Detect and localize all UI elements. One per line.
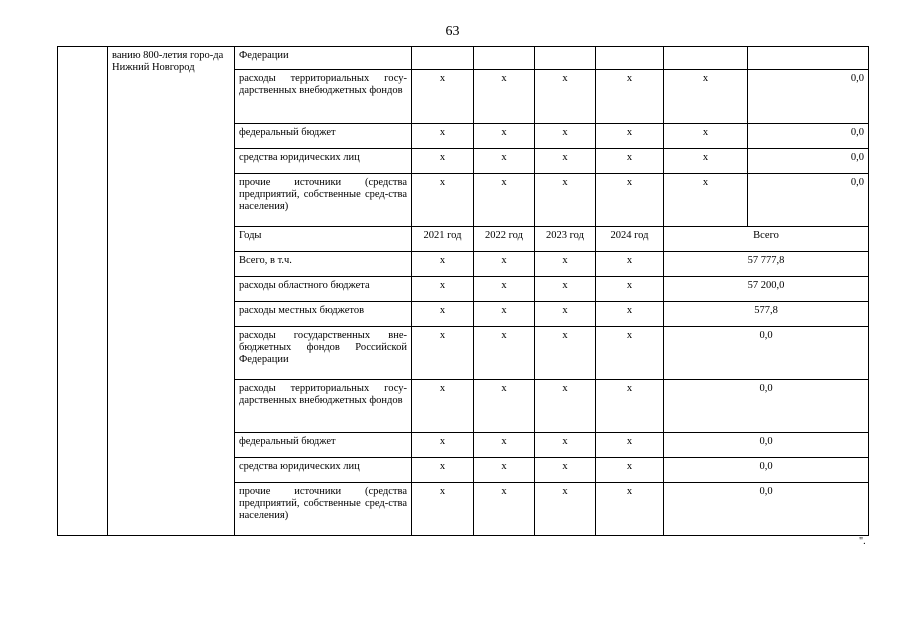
year-header-cell: 2023 год [535, 227, 596, 252]
value-cell: х [412, 458, 474, 483]
value-cell: х [596, 174, 664, 227]
source-label-cell: расходы государственных вне-бюджетных фондов Российской Федерации [235, 327, 412, 380]
source-label-cell: федеральный бюджет [235, 124, 412, 149]
value-cell: х [664, 124, 748, 149]
source-label-cell: расходы местных бюджетов [235, 302, 412, 327]
total-cell: 0,0 [664, 327, 869, 380]
value-cell: х [535, 483, 596, 536]
value-cell: х [412, 302, 474, 327]
page-number: 63 [445, 24, 460, 39]
total-cell [748, 47, 869, 70]
value-cell: х [596, 458, 664, 483]
value-cell: х [412, 174, 474, 227]
total-cell: 0,0 [664, 483, 869, 536]
value-cell [535, 47, 596, 70]
value-cell: х [535, 124, 596, 149]
value-cell: х [412, 277, 474, 302]
value-cell: х [535, 70, 596, 124]
value-cell: х [535, 327, 596, 380]
total-cell: 577,8 [664, 302, 869, 327]
value-cell: х [474, 327, 535, 380]
value-cell: х [535, 458, 596, 483]
value-cell: х [474, 70, 535, 124]
source-label-cell: федеральный бюджет [235, 433, 412, 458]
value-cell: х [596, 252, 664, 277]
source-label-cell: прочие источники (средства предприятий, собственные сред-ства населения) [235, 483, 412, 536]
value-cell: х [596, 327, 664, 380]
total-cell: 57 200,0 [664, 277, 869, 302]
value-cell: х [412, 252, 474, 277]
value-cell: х [664, 149, 748, 174]
total-cell: 0,0 [748, 70, 869, 124]
value-cell [664, 47, 748, 70]
value-cell: х [596, 277, 664, 302]
value-cell: х [596, 124, 664, 149]
value-cell: х [412, 124, 474, 149]
table-body [58, 47, 869, 536]
value-cell: х [412, 149, 474, 174]
total-cell: 0,0 [748, 174, 869, 227]
value-cell: х [535, 380, 596, 433]
table-row [58, 47, 869, 70]
source-label-cell: средства юридических лиц [235, 149, 412, 174]
value-cell: х [596, 70, 664, 124]
source-label-cell: Федерации [235, 47, 412, 70]
value-cell: х [474, 433, 535, 458]
total-cell: 0,0 [664, 458, 869, 483]
total-header-cell: Всего [664, 227, 869, 252]
value-cell [412, 47, 474, 70]
row-number-cell [58, 47, 108, 536]
value-cell: х [596, 149, 664, 174]
value-cell: х [474, 124, 535, 149]
year-header-cell: 2021 год [412, 227, 474, 252]
year-header-cell: 2022 год [474, 227, 535, 252]
value-cell: х [664, 174, 748, 227]
value-cell: х [596, 380, 664, 433]
total-cell: 57 777,8 [664, 252, 869, 277]
value-cell: х [474, 302, 535, 327]
value-cell: х [474, 252, 535, 277]
source-label-cell: расходы областного бюджета [235, 277, 412, 302]
year-header-cell: 2024 год [596, 227, 664, 252]
value-cell: х [535, 149, 596, 174]
value-cell: х [474, 277, 535, 302]
value-cell: х [412, 433, 474, 458]
value-cell: х [474, 458, 535, 483]
value-cell: х [474, 149, 535, 174]
value-cell: х [535, 433, 596, 458]
value-cell: х [474, 174, 535, 227]
value-cell: х [474, 380, 535, 433]
value-cell: х [535, 174, 596, 227]
value-cell [596, 47, 664, 70]
value-cell: х [535, 302, 596, 327]
financing-table [57, 46, 869, 536]
source-label-cell: расходы территориальных госу-дарственных внебюджетных фондов [235, 380, 412, 433]
value-cell: х [474, 483, 535, 536]
value-cell: х [596, 483, 664, 536]
total-cell: 0,0 [664, 380, 869, 433]
value-cell: х [596, 302, 664, 327]
value-cell: х [535, 252, 596, 277]
value-cell: х [412, 380, 474, 433]
value-cell: х [664, 70, 748, 124]
total-cell: 0,0 [664, 433, 869, 458]
value-cell: х [596, 433, 664, 458]
source-label-cell: средства юридических лиц [235, 458, 412, 483]
source-label-cell: прочие источники (средства предприятий, собственные сред-ства населения) [235, 174, 412, 227]
years-header-label: Годы [235, 227, 412, 252]
program-title-cell: ванию 800-летия горо-да Нижний Новгород [108, 47, 235, 536]
source-label-cell: Всего, в т.ч. [235, 252, 412, 277]
value-cell: х [412, 327, 474, 380]
value-cell: х [412, 483, 474, 536]
value-cell: х [412, 70, 474, 124]
total-cell: 0,0 [748, 149, 869, 174]
value-cell: х [535, 277, 596, 302]
total-cell: 0,0 [748, 124, 869, 149]
closing-quote-mark: ". [859, 536, 866, 547]
value-cell [474, 47, 535, 70]
source-label-cell: расходы территориальных госу-дарственных внебюджетных фондов [235, 70, 412, 124]
